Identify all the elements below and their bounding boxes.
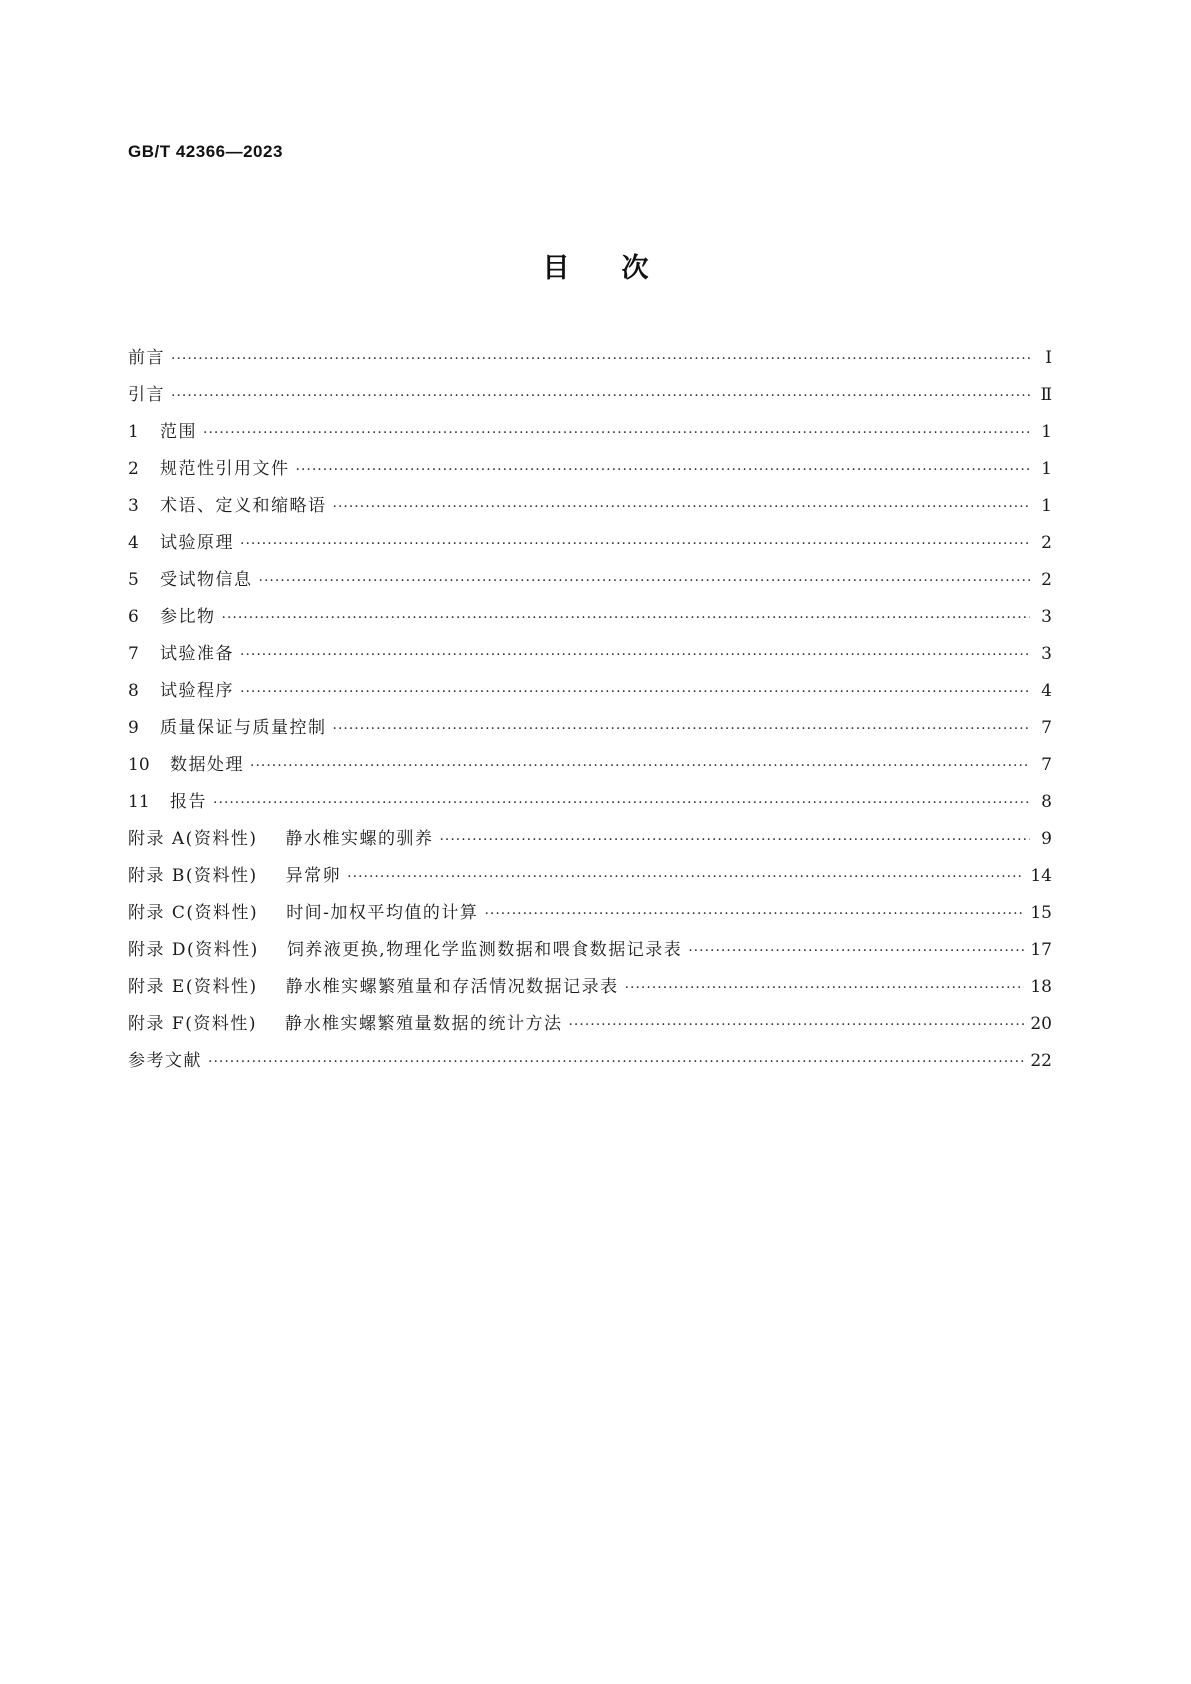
toc-entry-label: 附录 B(资料性) xyxy=(128,866,258,886)
dot-leader xyxy=(259,563,1031,599)
toc-entry-label: 前言 xyxy=(128,348,165,368)
toc-entry-3[interactable] xyxy=(128,488,1052,525)
dot-leader xyxy=(439,822,1030,858)
toc-entry-page: Ⅱ xyxy=(1040,385,1052,405)
toc-entry-8[interactable] xyxy=(128,673,1052,710)
toc-entry-label: 参考文献 xyxy=(128,1051,202,1071)
toc-entry-annex-c[interactable] xyxy=(128,895,1052,932)
toc-entry-number: 2 xyxy=(128,459,139,479)
toc-entry-number: 1 xyxy=(128,422,139,442)
dot-leader xyxy=(171,378,1030,414)
toc-entry-label: 附录 D(资料性) xyxy=(128,940,259,960)
toc-entry-bibliography[interactable] xyxy=(128,1043,1052,1080)
toc-entry-annex-f[interactable] xyxy=(128,1006,1052,1043)
toc-entry-label: 受试物信息 xyxy=(160,570,253,590)
toc-entry-annex-d[interactable] xyxy=(128,932,1052,969)
table-of-contents xyxy=(128,340,1052,1080)
dot-leader xyxy=(333,489,1031,525)
toc-entry-page: 1 xyxy=(1041,459,1052,479)
toc-entry-1[interactable] xyxy=(128,414,1052,451)
dot-leader xyxy=(250,748,1030,784)
toc-entry-2[interactable] xyxy=(128,451,1052,488)
dot-leader xyxy=(222,600,1031,636)
toc-entry-page: 7 xyxy=(1041,755,1052,775)
toc-entry-page: 4 xyxy=(1041,681,1052,701)
toc-entry-label: 附录 E(资料性) xyxy=(128,977,258,997)
toc-entry-introduction[interactable] xyxy=(128,377,1052,414)
toc-entry-5[interactable] xyxy=(128,562,1052,599)
toc-entry-subtitle: 饲养液更换,物理化学监测数据和喂食数据记录表 xyxy=(286,940,683,960)
dot-leader xyxy=(347,859,1024,895)
dot-leader xyxy=(208,1044,1024,1080)
toc-entry-page: 8 xyxy=(1041,792,1052,812)
toc-entry-7[interactable] xyxy=(128,636,1052,673)
toc-entry-number: 9 xyxy=(128,718,139,738)
toc-entry-label: 附录 F(资料性) xyxy=(128,1014,257,1034)
toc-entry-annex-a[interactable] xyxy=(128,821,1052,858)
toc-entry-page: 2 xyxy=(1041,570,1052,590)
standard-code: GB/T 42366—2023 xyxy=(128,142,283,161)
toc-entry-page: 1 xyxy=(1041,422,1052,442)
dot-leader xyxy=(213,785,1030,821)
toc-entry-label: 质量保证与质量控制 xyxy=(160,718,327,738)
toc-entry-11[interactable] xyxy=(128,784,1052,821)
toc-entry-number: 3 xyxy=(128,496,139,516)
toc-entry-page: 7 xyxy=(1041,718,1052,738)
toc-entry-4[interactable] xyxy=(128,525,1052,562)
toc-entry-page: 17 xyxy=(1030,940,1052,960)
dot-leader xyxy=(203,415,1030,451)
dot-leader xyxy=(240,526,1030,562)
toc-entry-page: 20 xyxy=(1030,1014,1052,1034)
toc-entry-number: 8 xyxy=(128,681,139,701)
toc-entry-page: 18 xyxy=(1030,977,1052,997)
toc-entry-label: 附录 C(资料性) xyxy=(128,903,259,923)
toc-entry-label: 报告 xyxy=(170,792,207,812)
dot-leader xyxy=(240,637,1030,673)
toc-entry-label: 数据处理 xyxy=(170,755,244,775)
toc-entry-number: 6 xyxy=(128,607,139,627)
toc-entry-page: 1 xyxy=(1041,496,1052,516)
dot-leader xyxy=(688,933,1024,969)
toc-entry-9[interactable] xyxy=(128,710,1052,747)
toc-entry-page: 2 xyxy=(1041,533,1052,553)
toc-entry-label: 试验程序 xyxy=(160,681,234,701)
toc-entry-label: 引言 xyxy=(128,385,165,405)
toc-entry-page: 15 xyxy=(1030,903,1052,923)
dot-leader xyxy=(171,341,1030,377)
toc-entry-annex-b[interactable] xyxy=(128,858,1052,895)
toc-entry-number: 5 xyxy=(128,570,139,590)
toc-entry-6[interactable] xyxy=(128,599,1052,636)
toc-entry-label: 规范性引用文件 xyxy=(160,459,290,479)
toc-entry-number: 10 xyxy=(128,755,150,775)
dot-leader xyxy=(333,711,1031,747)
dot-leader xyxy=(296,452,1031,488)
toc-entry-label: 试验准备 xyxy=(160,644,234,664)
toc-entry-label: 试验原理 xyxy=(160,533,234,553)
toc-title: 目次 xyxy=(542,253,701,284)
toc-entry-label: 范围 xyxy=(160,422,197,442)
toc-entry-label: 附录 A(资料性) xyxy=(128,829,258,849)
toc-entry-page: 22 xyxy=(1030,1051,1052,1071)
toc-entry-subtitle: 异常卵 xyxy=(285,866,342,886)
toc-entry-label: 术语、定义和缩略语 xyxy=(160,496,327,516)
toc-entry-10[interactable] xyxy=(128,747,1052,784)
toc-entry-number: 4 xyxy=(128,533,139,553)
toc-entry-subtitle: 静水椎实螺繁殖量和存活情况数据记录表 xyxy=(285,977,619,997)
toc-entry-page: 9 xyxy=(1041,829,1052,849)
toc-entry-foreword[interactable] xyxy=(128,340,1052,377)
toc-entry-number: 7 xyxy=(128,644,139,664)
toc-entry-annex-e[interactable] xyxy=(128,969,1052,1006)
toc-entry-subtitle: 时间-加权平均值的计算 xyxy=(286,903,479,923)
toc-entry-page: Ⅰ xyxy=(1045,348,1052,368)
dot-leader xyxy=(484,896,1024,932)
dot-leader xyxy=(625,970,1025,1006)
dot-leader xyxy=(240,674,1030,710)
toc-entry-subtitle: 静水椎实螺繁殖量数据的统计方法 xyxy=(284,1014,563,1034)
dot-leader xyxy=(568,1007,1024,1043)
toc-entry-page: 3 xyxy=(1041,644,1052,664)
toc-entry-subtitle: 静水椎实螺的驯养 xyxy=(285,829,434,849)
toc-entry-label: 参比物 xyxy=(160,607,216,627)
toc-entry-page: 14 xyxy=(1030,866,1052,886)
toc-entry-page: 3 xyxy=(1041,607,1052,627)
toc-entry-number: 11 xyxy=(128,792,150,812)
